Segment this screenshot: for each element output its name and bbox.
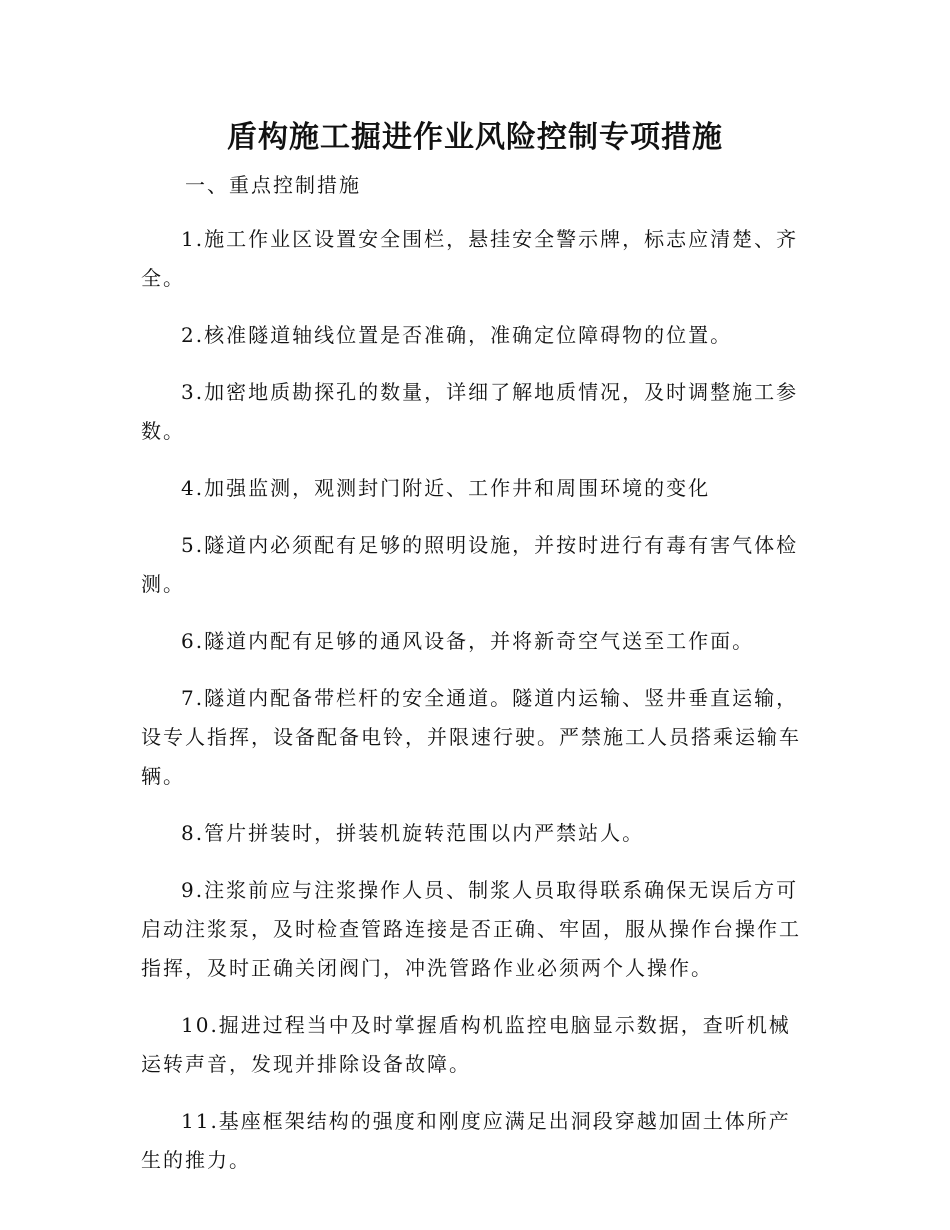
- measure-item-7: 7.隧道内配备带栏杆的安全通道。隧道内运输、竖井垂直运输，设专人指挥，设备配备电铃，并限速行驶。严禁施工人员搭乘运输车辆。: [141, 686, 801, 788]
- measure-item-8: 8.管片拼装时，拼装机旋转范围以内严禁站人。: [181, 821, 645, 845]
- measure-item-9: 9.注浆前应与注浆操作人员、制浆人员取得联系确保无误后方可启动注浆泵，及时检查管路连接是否正确、牢固，服从操作台操作工指挥，及时正确关闭阀门，冲洗管路作业必须两个人操作。: [141, 878, 801, 980]
- measure-item-3: 3.加密地质勘探孔的数量，详细了解地质情况，及时调整施工参数。: [141, 380, 799, 443]
- measure-item-5: 5.隧道内必须配有足够的照明设施，并按时进行有毒有害气体检测。: [141, 533, 799, 596]
- measure-item-6: 6.隧道内配有足够的通风设备，并将新奇空气送至工作面。: [181, 629, 755, 653]
- section-heading: 一、重点控制措施: [185, 173, 361, 197]
- document-body: [141, 168, 806, 1198]
- document-title: 盾构施工掘进作业风险控制专项措施: [227, 120, 723, 155]
- measure-item-1: 1.施工作业区设置安全围栏，悬挂安全警示牌，标志应清楚、齐全。: [141, 227, 799, 290]
- measure-item-2: 2.核准隧道轴线位置是否准确，准确定位障碍物的位置。: [181, 323, 733, 347]
- measure-item-11: 11.基座框架结构的强度和刚度应满足出洞段穿越加固土体所产生的推力。: [141, 1109, 791, 1172]
- measure-item-10: 10.掘进过程当中及时掌握盾构机监控电脑显示数据，查听机械运转声音，发现并排除设备故障。: [141, 1013, 791, 1076]
- measure-item-4: 4.加强监测，观测封门附近、工作井和周围环境的变化: [181, 476, 711, 500]
